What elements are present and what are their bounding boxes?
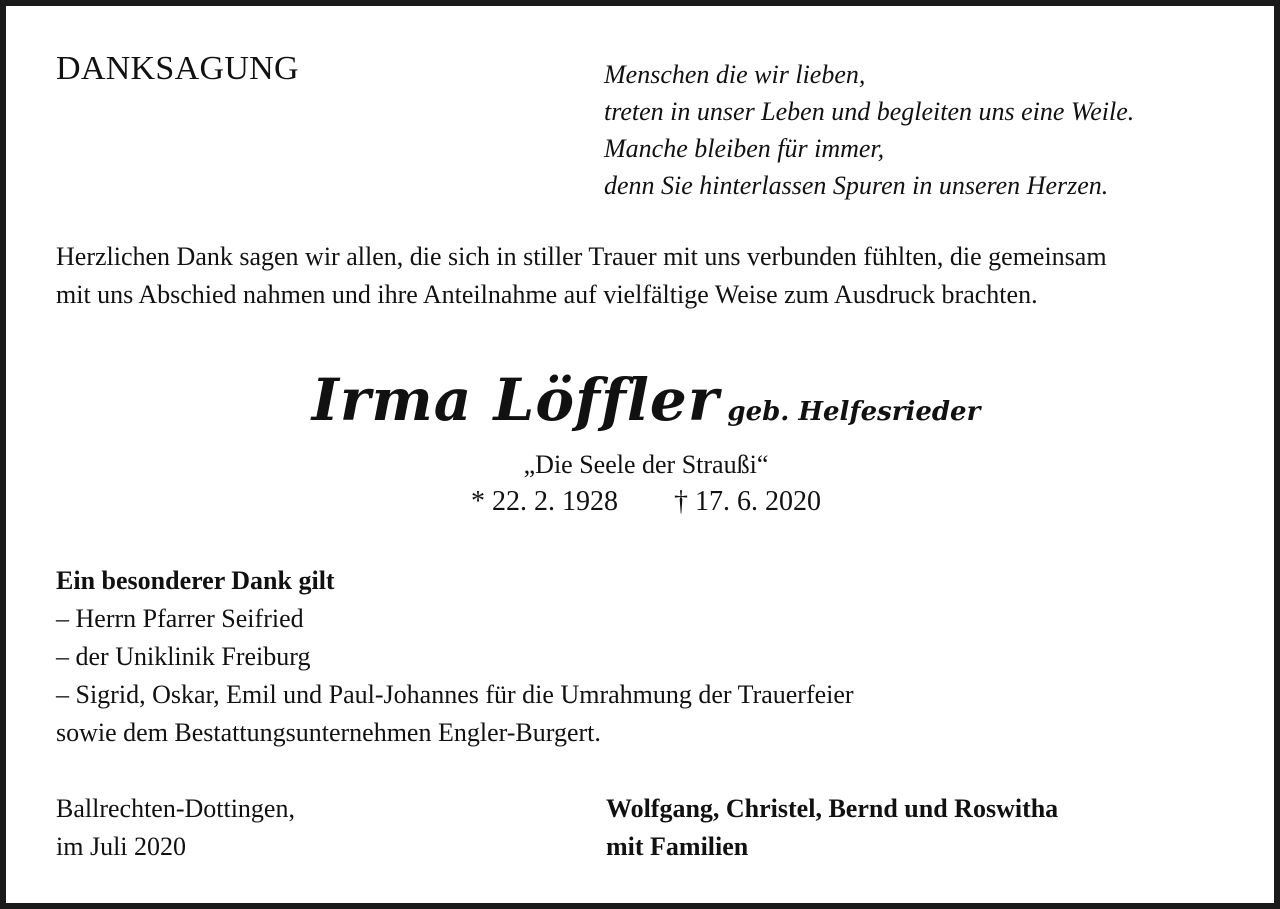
date: im Juli 2020	[56, 832, 187, 861]
thanks-line: – Herrn Pfarrer Seifried	[56, 604, 304, 633]
signer-names: Wolfgang, Christel, Bernd und Roswitha	[606, 794, 1059, 823]
poem-line: Manche bleiben für immer,	[604, 134, 885, 163]
intro-line: Herzlichen Dank sagen wir allen, die sich in stiller Trauer mit uns verbunden fühlten, die gemeinsam	[56, 242, 1107, 271]
deceased-nickname: „Die Seele der Straußi“	[523, 450, 769, 479]
signers	[606, 790, 1058, 866]
birth-date: * 22. 2. 1928	[471, 486, 618, 517]
signer-suffix: mit Familien	[606, 832, 749, 861]
announcement-heading: DANKSAGUNG	[56, 50, 299, 87]
poem-line: treten in unser Leben und begleiten uns eine Weile.	[604, 97, 1135, 126]
poem-line: Menschen die wir lieben,	[604, 60, 866, 89]
place-and-date	[56, 790, 295, 866]
poem	[604, 56, 1134, 204]
special-thanks-heading: Ein besonderer Dank gilt	[56, 566, 335, 595]
life-dates	[6, 486, 1280, 518]
place: Ballrechten-Dottingen,	[56, 794, 295, 823]
intro-line: mit uns Abschied nahmen und ihre Anteilnahme auf vielfältige Weise zum Ausdruck brachten.	[56, 280, 1038, 309]
deceased-maiden-name: geb. Helfesrieder	[727, 397, 981, 427]
thanks-line: – der Uniklinik Freiburg	[56, 642, 311, 671]
intro-paragraph	[56, 238, 1107, 314]
special-thanks	[56, 562, 854, 752]
death-date: † 17. 6. 2020	[674, 486, 821, 517]
deceased-name: Irma Löffler	[311, 366, 720, 434]
poem-line: denn Sie hinterlassen Spuren in unseren Herzen.	[604, 171, 1109, 200]
deceased-name-block	[6, 366, 1280, 434]
thanks-line: sowie dem Bestattungsunternehmen Engler-Burgert.	[56, 718, 601, 747]
thanks-line: – Sigrid, Oskar, Emil und Paul-Johannes für die Umrahmung der Trauerfeier	[56, 680, 854, 709]
